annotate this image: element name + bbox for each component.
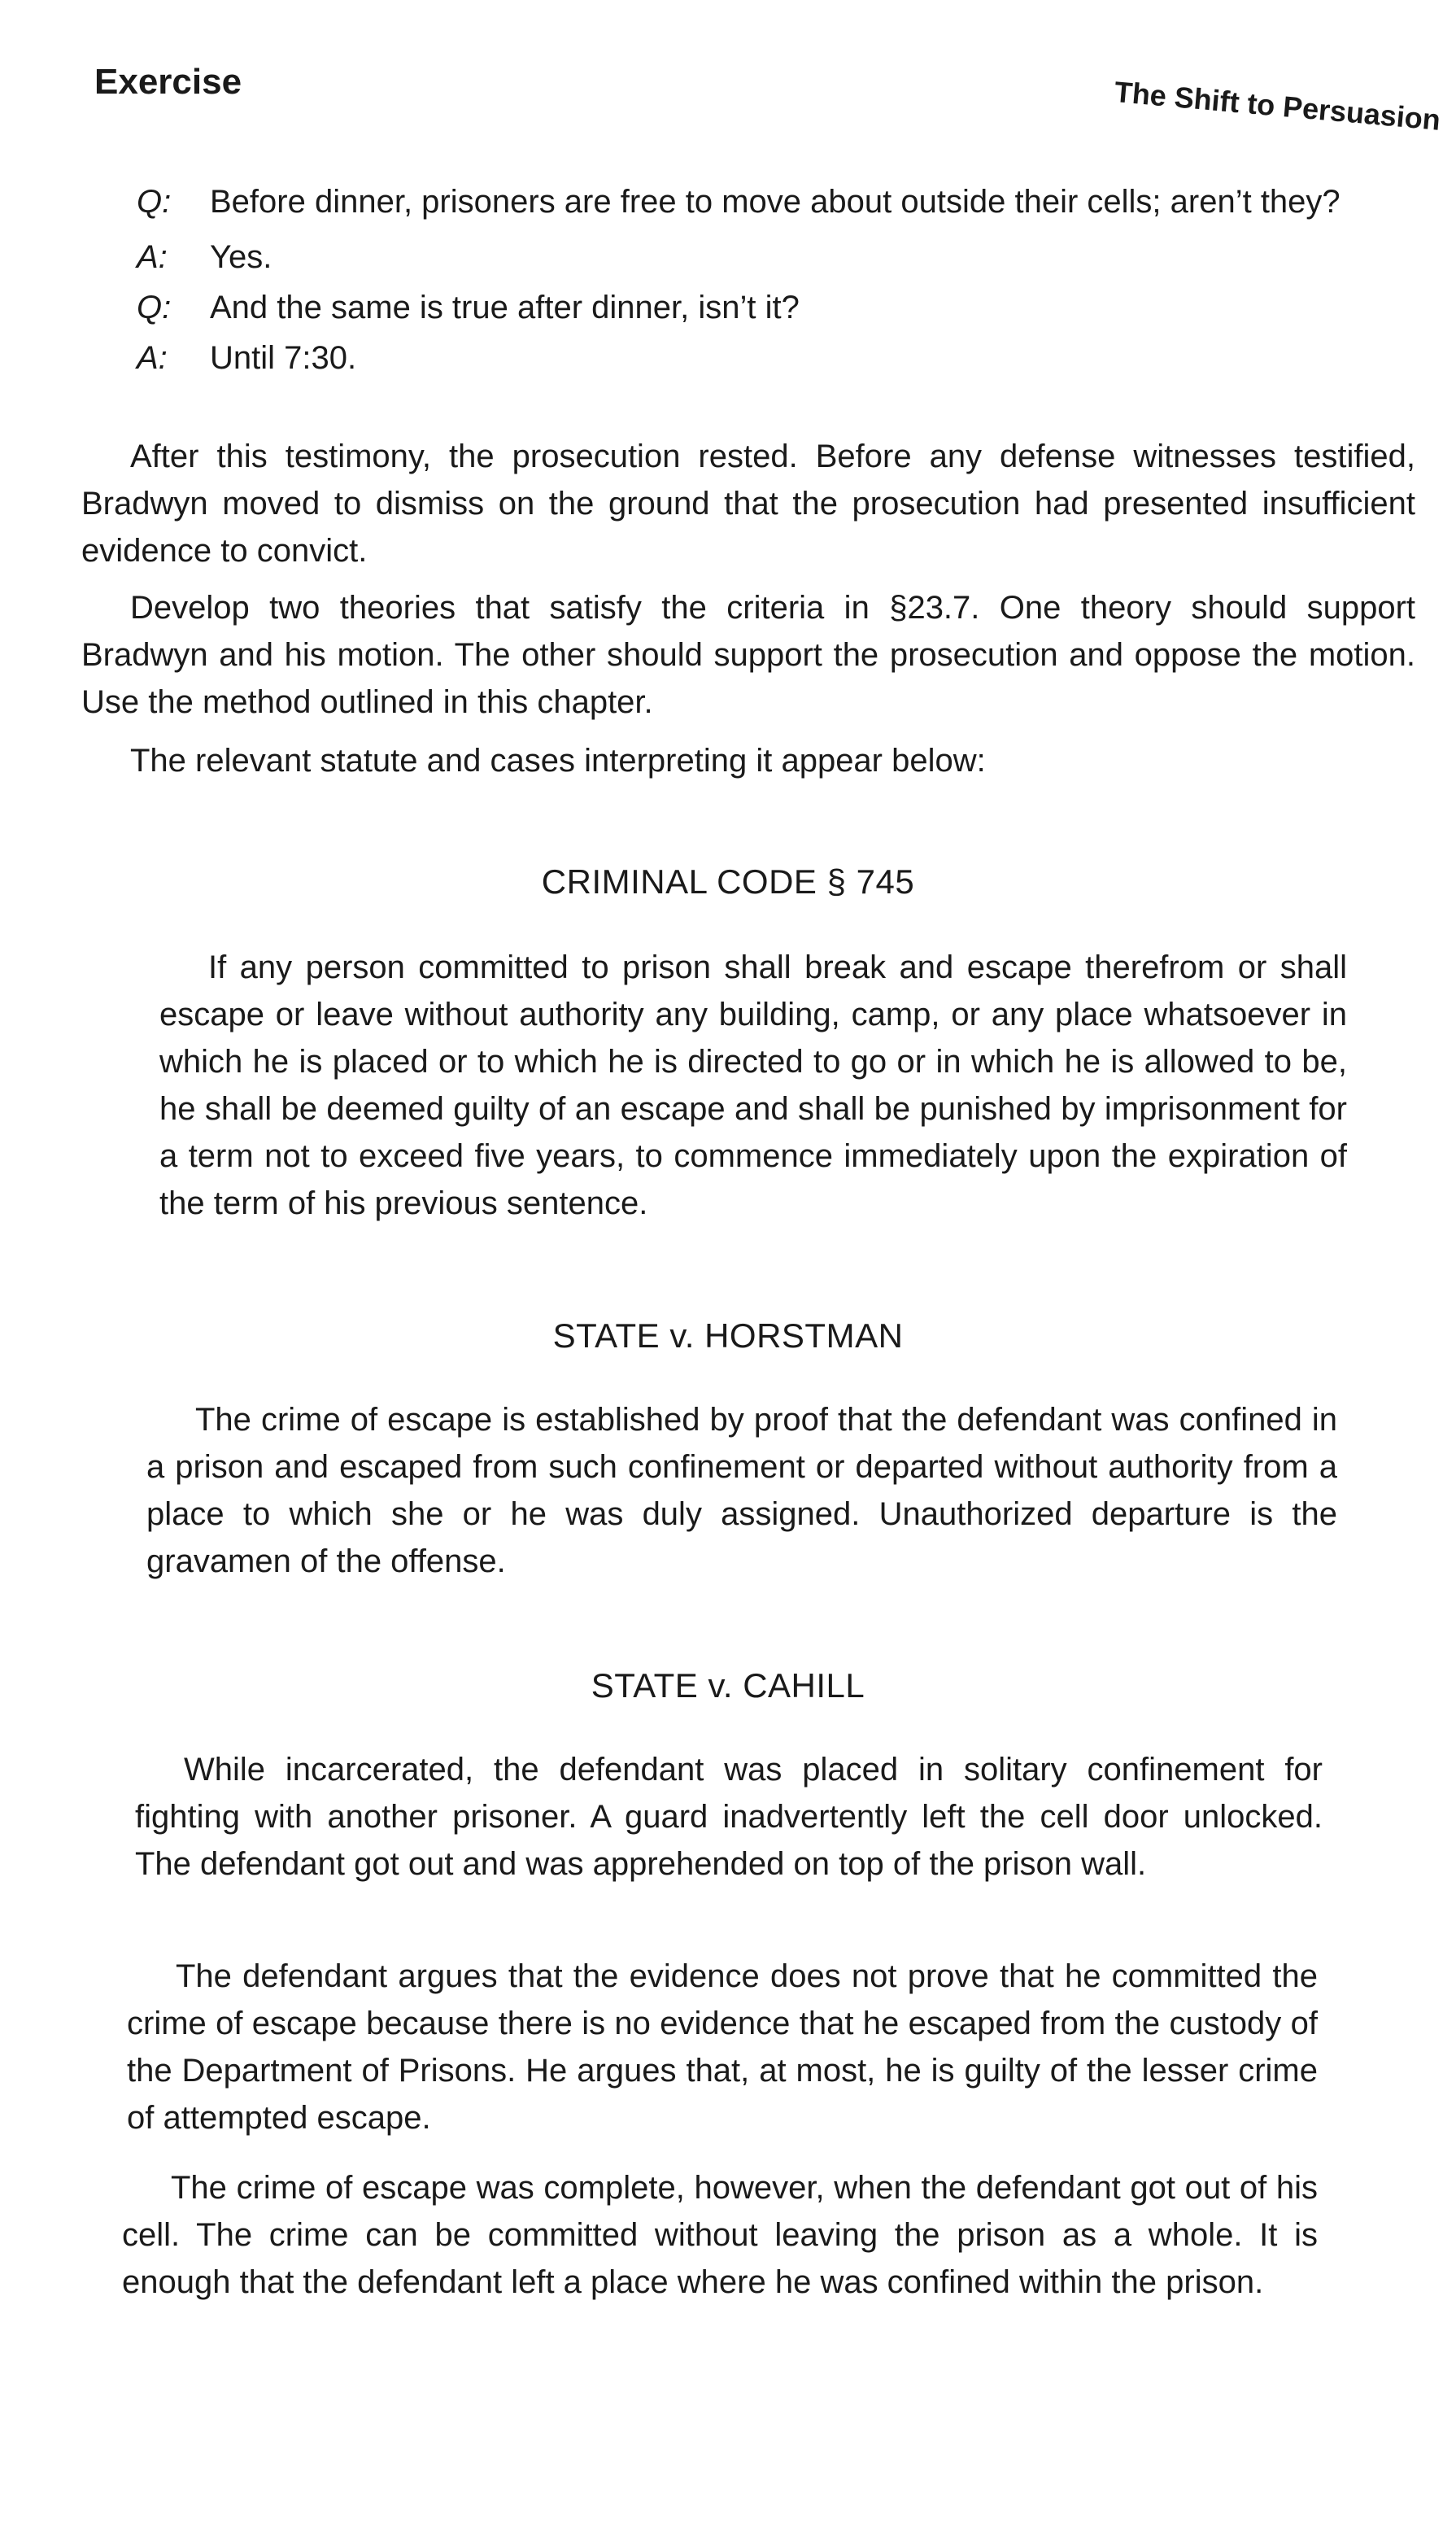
qa-speaker: Q: [137,290,172,325]
qa-speaker: A: [137,239,168,275]
qa-text: Yes. [210,239,272,275]
qa-text: Until 7:30. [210,340,357,376]
qa-line [137,285,1406,330]
statute-text: If any person committed to prison shall break and escape therefrom or shall escape or leave without authority any building, camp, or any place whatsoever in which he is placed or to which he is directed to go or in which he is allowed to be, he shall be deemed guilty of an escape and shall be punished by imprisonment for a term not to exceed five years, to commence immediately upon the expiration of the term of his previous sentence. [159,949,1347,1221]
running-header-left: Exercise [94,62,242,102]
qa-line [137,234,1406,280]
case-text-horstman: The crime of escape is established by proof that the defendant was confined in a prison and escaped from such confinement or departed without authority from a place to which she or he was duly assigned. Unauthorized departure is the gravamen of the offense. [146,1402,1337,1579]
statute-heading: CRIMINAL CODE § 745 [541,862,915,901]
body-paragraph: The relevant statute and cases interpreting it appear below: [130,743,986,779]
body-paragraph: Develop two theories that satisfy the criteria in §23.7. One theory should support Bradwyn and his motion. The other should support the prosecution and oppose the motion. Use the method outlined in this chapter. [81,590,1415,720]
qa-speaker: A: [137,340,168,376]
case-paragraph-cahill: The defendant argues that the evidence does not prove that he committed the crime of escape because there is no evidence that he escaped from the custody of the Department of Prisons. He argues that, at most, he is guilty of the lesser crime of attempted escape. [127,1958,1318,2136]
case-heading-cahill: STATE v. CAHILL [591,1666,865,1705]
qa-line [137,179,1406,225]
qa-text: Before dinner, prisoners are free to move about outside their cells; aren’t they? [210,184,1340,220]
case-heading-horstman: STATE v. HORSTMAN [552,1316,904,1355]
body-paragraph: After this testimony, the prosecution rested. Before any defense witnesses testified, Bradwyn moved to dismiss on the ground that the prosecution had presented insufficient evidence to convict. [81,439,1415,569]
qa-line [137,335,1406,381]
running-header-right: The Shift to Persuasion [1113,75,1442,137]
case-paragraph-cahill: While incarcerated, the defendant was placed in solitary confinement for fighting with another prisoner. A guard inadvertently left the cell door unlocked. The defendant got out and was apprehended on top of the prison wall. [135,1752,1323,1882]
qa-speaker: Q: [137,184,172,220]
case-paragraph-cahill: The crime of escape was complete, however, when the defendant got out of his cell. The crime can be committed without leaving the prison as a whole. It is enough that the defendant left a place where he was confined within the prison. [122,2170,1318,2300]
qa-text: And the same is true after dinner, isn’t it? [210,290,800,325]
